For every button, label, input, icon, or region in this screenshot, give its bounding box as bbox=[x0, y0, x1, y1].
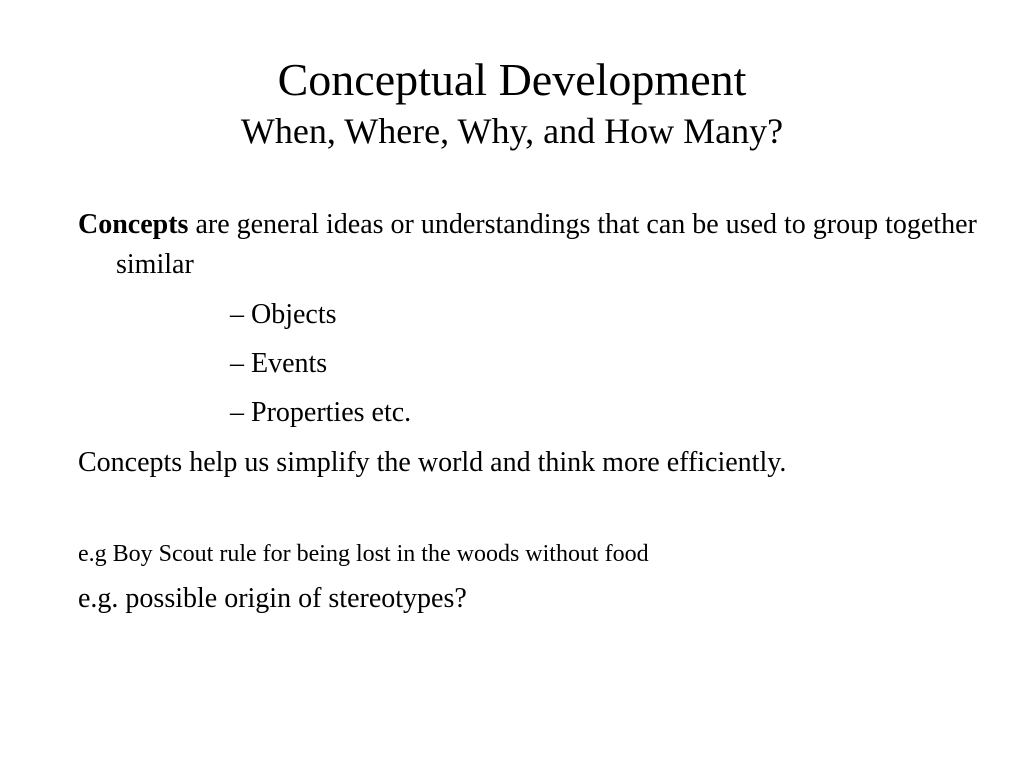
concept-definition bbox=[78, 205, 1016, 285]
definition-text: are general ideas or understandings that can be used to group together similar bbox=[116, 209, 977, 280]
definition-term: Concepts bbox=[78, 209, 189, 240]
sub-item-events: – Events bbox=[230, 348, 328, 379]
slide-subtitle: When, Where, Why, and How Many? bbox=[240, 111, 784, 151]
example-boy-scout: e.g Boy Scout rule for being lost in the woods without food bbox=[78, 541, 649, 567]
summary-text: Concepts help us simplify the world and think more efficiently. bbox=[78, 447, 787, 478]
slide-title: Conceptual Development bbox=[277, 54, 747, 105]
sub-item-properties: – Properties etc. bbox=[230, 397, 412, 428]
sub-item-objects: – Objects bbox=[230, 299, 337, 330]
example-stereotypes: e.g. possible origin of stereotypes? bbox=[78, 583, 467, 614]
title-block bbox=[0, 52, 1024, 152]
